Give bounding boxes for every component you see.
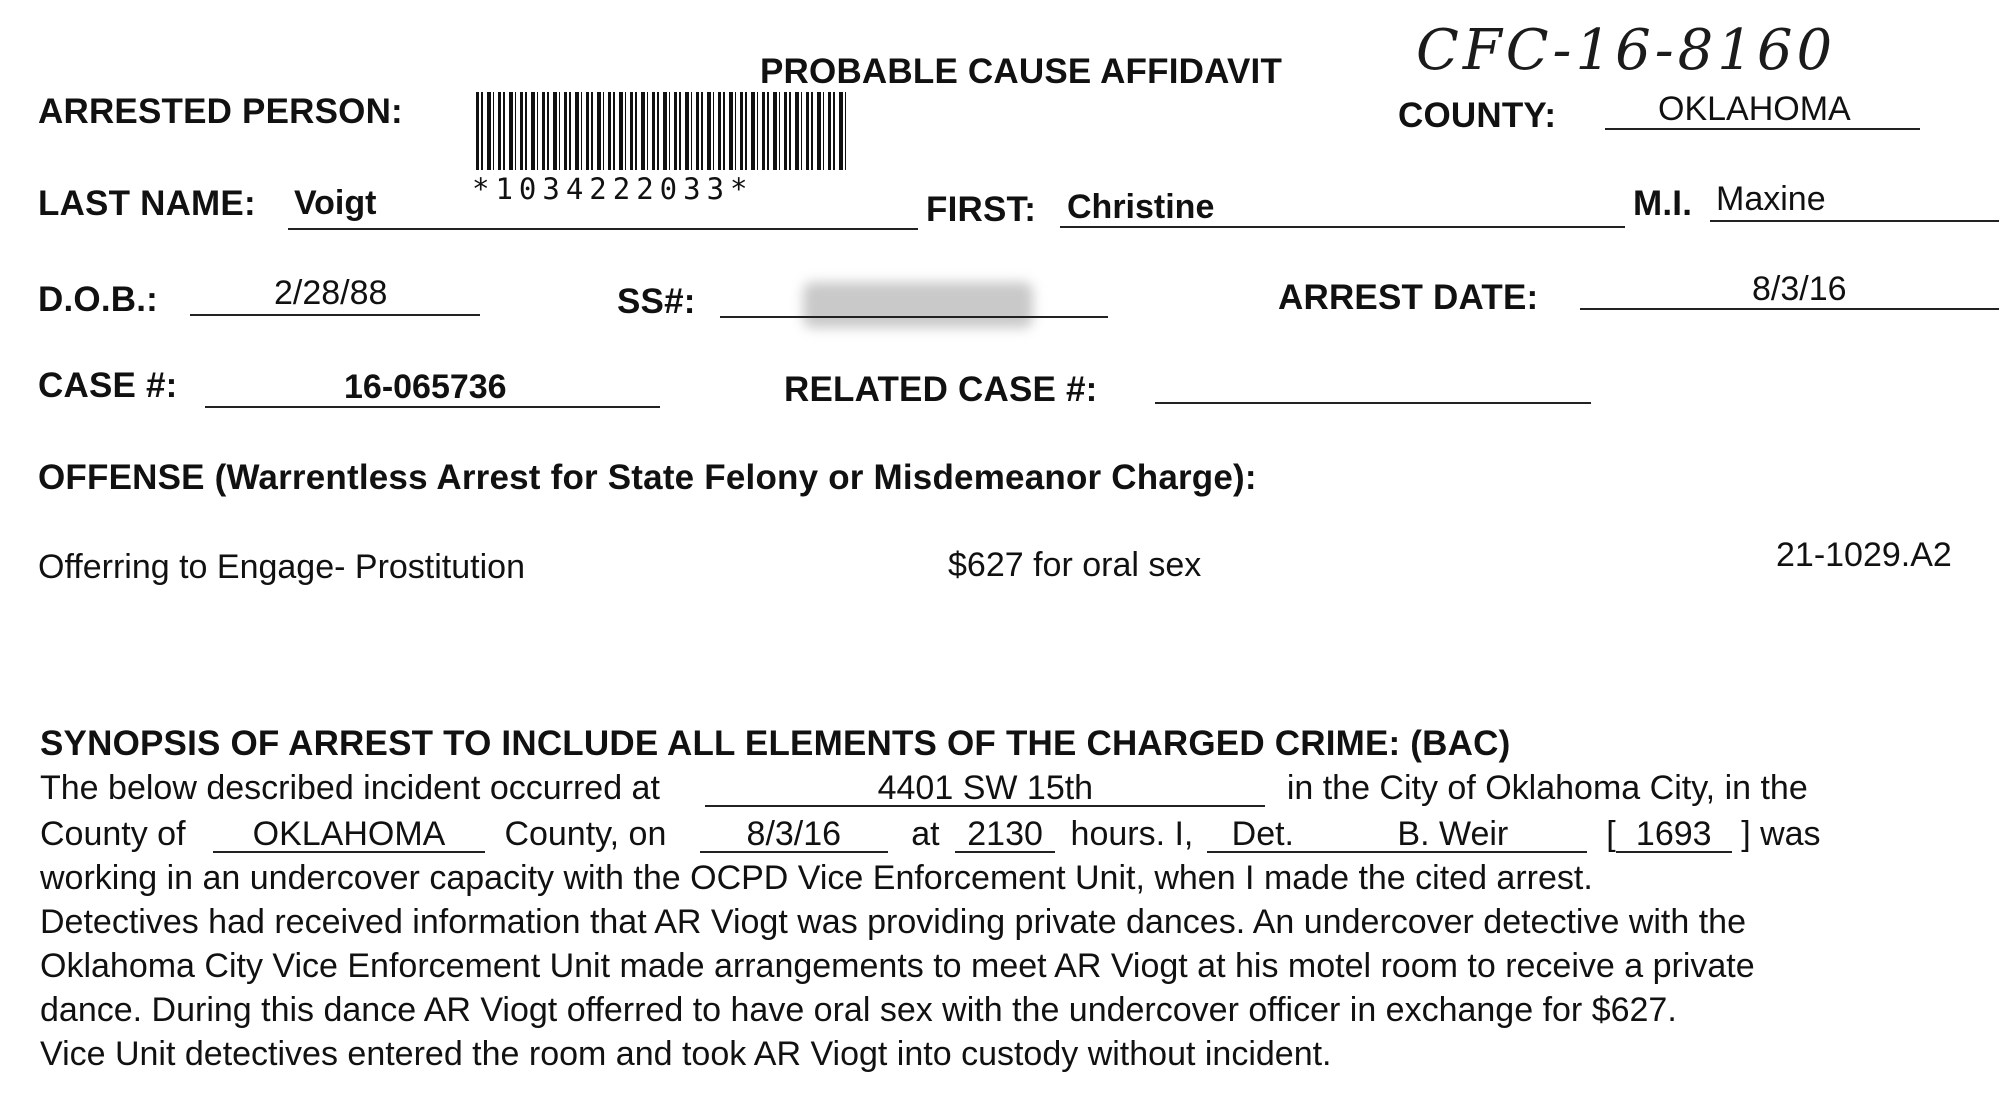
middle-initial-line [1710,220,1999,222]
synopsis-line-6: dance. During this dance AR Viogt offerred to have oral sex with the undercover officer in exchange for $627. [40,991,1677,1029]
last-name-value: Voigt [294,184,377,222]
offense-heading: OFFENSE (Warrentless Arrest for State Felony or Misdemeanor Charge): [38,458,1257,497]
offense-statute: 21-1029.A2 [1776,536,1952,574]
page-title: PROBABLE CAUSE AFFIDAVIT [760,52,1283,91]
dob-value: 2/28/88 [274,274,388,312]
incident-date: 8/3/16 [700,817,888,853]
case-number-label: CASE #: [38,366,178,405]
related-case-label: RELATED CASE #: [784,370,1098,409]
officer-title: Det. [1207,817,1319,853]
middle-initial-value: Maxine [1716,180,1826,218]
incident-county: OKLAHOMA [213,817,485,853]
synopsis-text: [ [1606,815,1616,853]
last-name-line [288,228,918,230]
last-name-label: LAST NAME: [38,184,256,223]
synopsis-line-4: Detectives had received information that AR Viogt was providing private dances. An undercover detective with the [40,903,1746,941]
first-name-value: Christine [1067,188,1215,226]
county-line [1605,128,1920,130]
synopsis-text: The below described incident occurred at [40,769,660,807]
synopsis-line-5: Oklahoma City Vice Enforcement Unit made arrangements to meet AR Viogt at his motel room to receive a private [40,947,1755,985]
barcode-number: *1034222033* [472,172,754,206]
incident-address: 4401 SW 15th [705,771,1265,807]
officer-badge: 1693 [1616,817,1732,853]
synopsis-line-3: working in an undercover capacity with the OCPD Vice Enforcement Unit, when I made the cited arrest. [40,859,1593,897]
county-value: OKLAHOMA [1658,90,1851,128]
related-case-line [1155,402,1591,404]
arrest-date-label: ARREST DATE: [1278,278,1539,317]
case-number-line [205,406,660,408]
synopsis-text: ] was [1741,815,1821,853]
synopsis-text: in the City of Oklahoma City, in the [1286,769,1808,807]
synopsis-text: County of [40,815,186,853]
ssn-line [720,316,1108,318]
first-name-line [1060,226,1625,228]
arrest-date-line [1580,308,1999,310]
synopsis-text: County, on [504,815,667,853]
arrested-person-label: ARRESTED PERSON: [38,92,403,131]
synopsis-text: hours. I, [1070,815,1194,853]
barcode [476,92,848,170]
dob-label: D.O.B.: [38,280,159,319]
handwritten-case-number: CFC-16-8160 [1416,18,1837,83]
case-number-value: 16-065736 [344,368,507,406]
arrest-date-value: 8/3/16 [1752,270,1847,308]
county-label: COUNTY: [1398,96,1557,135]
offense-description: Offerring to Engage- Prostitution [38,548,525,586]
first-name-label: FIRST: [926,190,1037,229]
officer-name: B. Weir [1319,817,1587,853]
offense-detail: $627 for oral sex [948,546,1202,584]
synopsis-text: at [911,815,940,853]
ssn-label: SS#: [617,282,696,321]
middle-initial-label: M.I. [1633,184,1693,223]
synopsis-heading: SYNOPSIS OF ARREST TO INCLUDE ALL ELEMENTS OF THE CHARGED CRIME: (BAC) [40,724,1511,763]
synopsis-line-7: Vice Unit detectives entered the room and took AR Viogt into custody without incident. [40,1035,1332,1073]
ssn-redacted-value [803,282,1033,328]
dob-line [190,314,480,316]
incident-time: 2130 [955,817,1055,853]
